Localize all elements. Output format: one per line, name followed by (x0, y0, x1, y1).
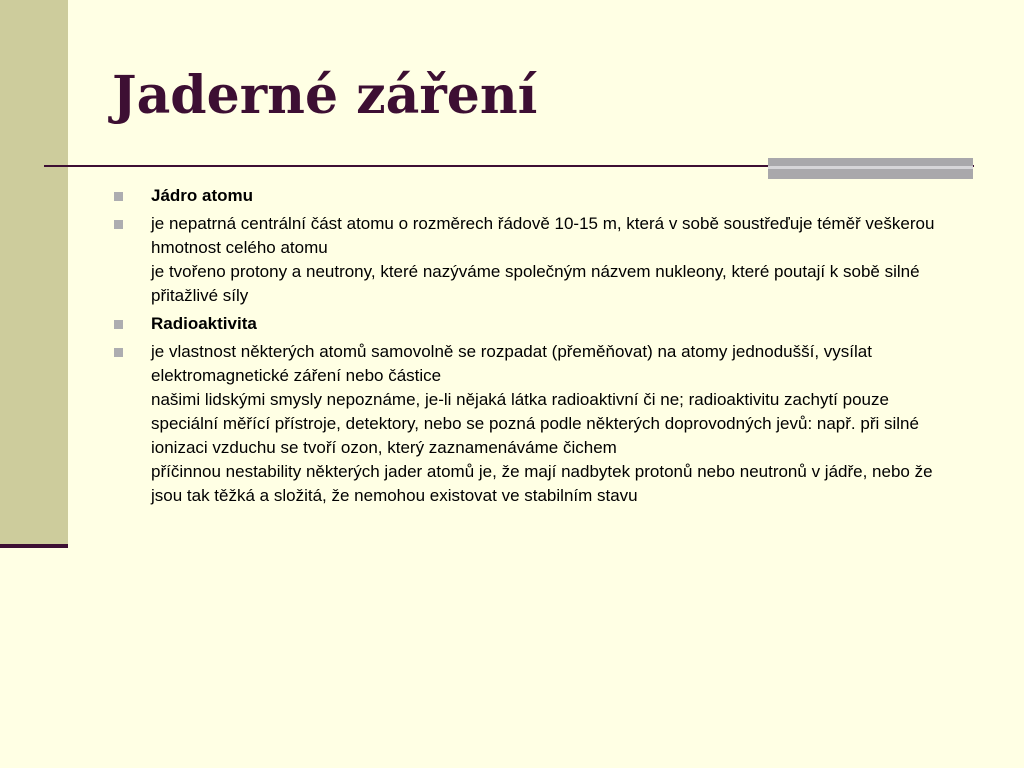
square-bullet-icon (114, 348, 123, 357)
slide-title: Jaderné záření (112, 65, 538, 126)
square-bullet-icon (114, 320, 123, 329)
side-decoration-band (0, 0, 68, 546)
bullet-text-line: je vlastnost některých atomů samovolně se rozpadat (přeměňovat) na atomy jednodušší, vysílat elektromagnetické záření nebo částice (151, 342, 872, 385)
bullet-text-line: Radioaktivita (151, 314, 257, 333)
bullet-item (112, 212, 960, 308)
side-decoration-underline (0, 544, 68, 548)
bullet-text-line: je tvořeno protony a neutrony, které nazýváme společným názvem nukleony, které poutají k sobě silné přitažlivé síly (151, 262, 920, 305)
bullet-item (112, 340, 960, 508)
title-accent-bar-stripe (768, 166, 973, 169)
bullet-text-line: Jádro atomu (151, 186, 254, 205)
bullet-list (112, 184, 960, 512)
bullet-text-line: našimi lidskými smysly nepoznáme, je-li nějaká látka radioaktivní či ne; radioaktivitu zachytí pouze speciální měřící přístroje, detektory, nebo se pozná podle některých doprovodných jevů: např. při silné ionizaci vzduchu se tvoří ozon, který zaznamenáváme čichem (151, 390, 919, 457)
bullet-text-line: je nepatrná centrální část atomu o rozměrech řádově 10-15 m, která v sobě soustřeďuje téměř veškerou hmotnost celého atomu (151, 214, 935, 257)
bullet-heading (112, 184, 960, 208)
square-bullet-icon (114, 220, 123, 229)
bullet-text-line: příčinnou nestability některých jader atomů je, že mají nadbytek protonů nebo neutronů v jádře, nebo že jsou tak těžká a složitá, že nemohou existovat ve stabilním stavu (151, 462, 933, 505)
bullet-heading (112, 312, 960, 336)
square-bullet-icon (114, 192, 123, 201)
